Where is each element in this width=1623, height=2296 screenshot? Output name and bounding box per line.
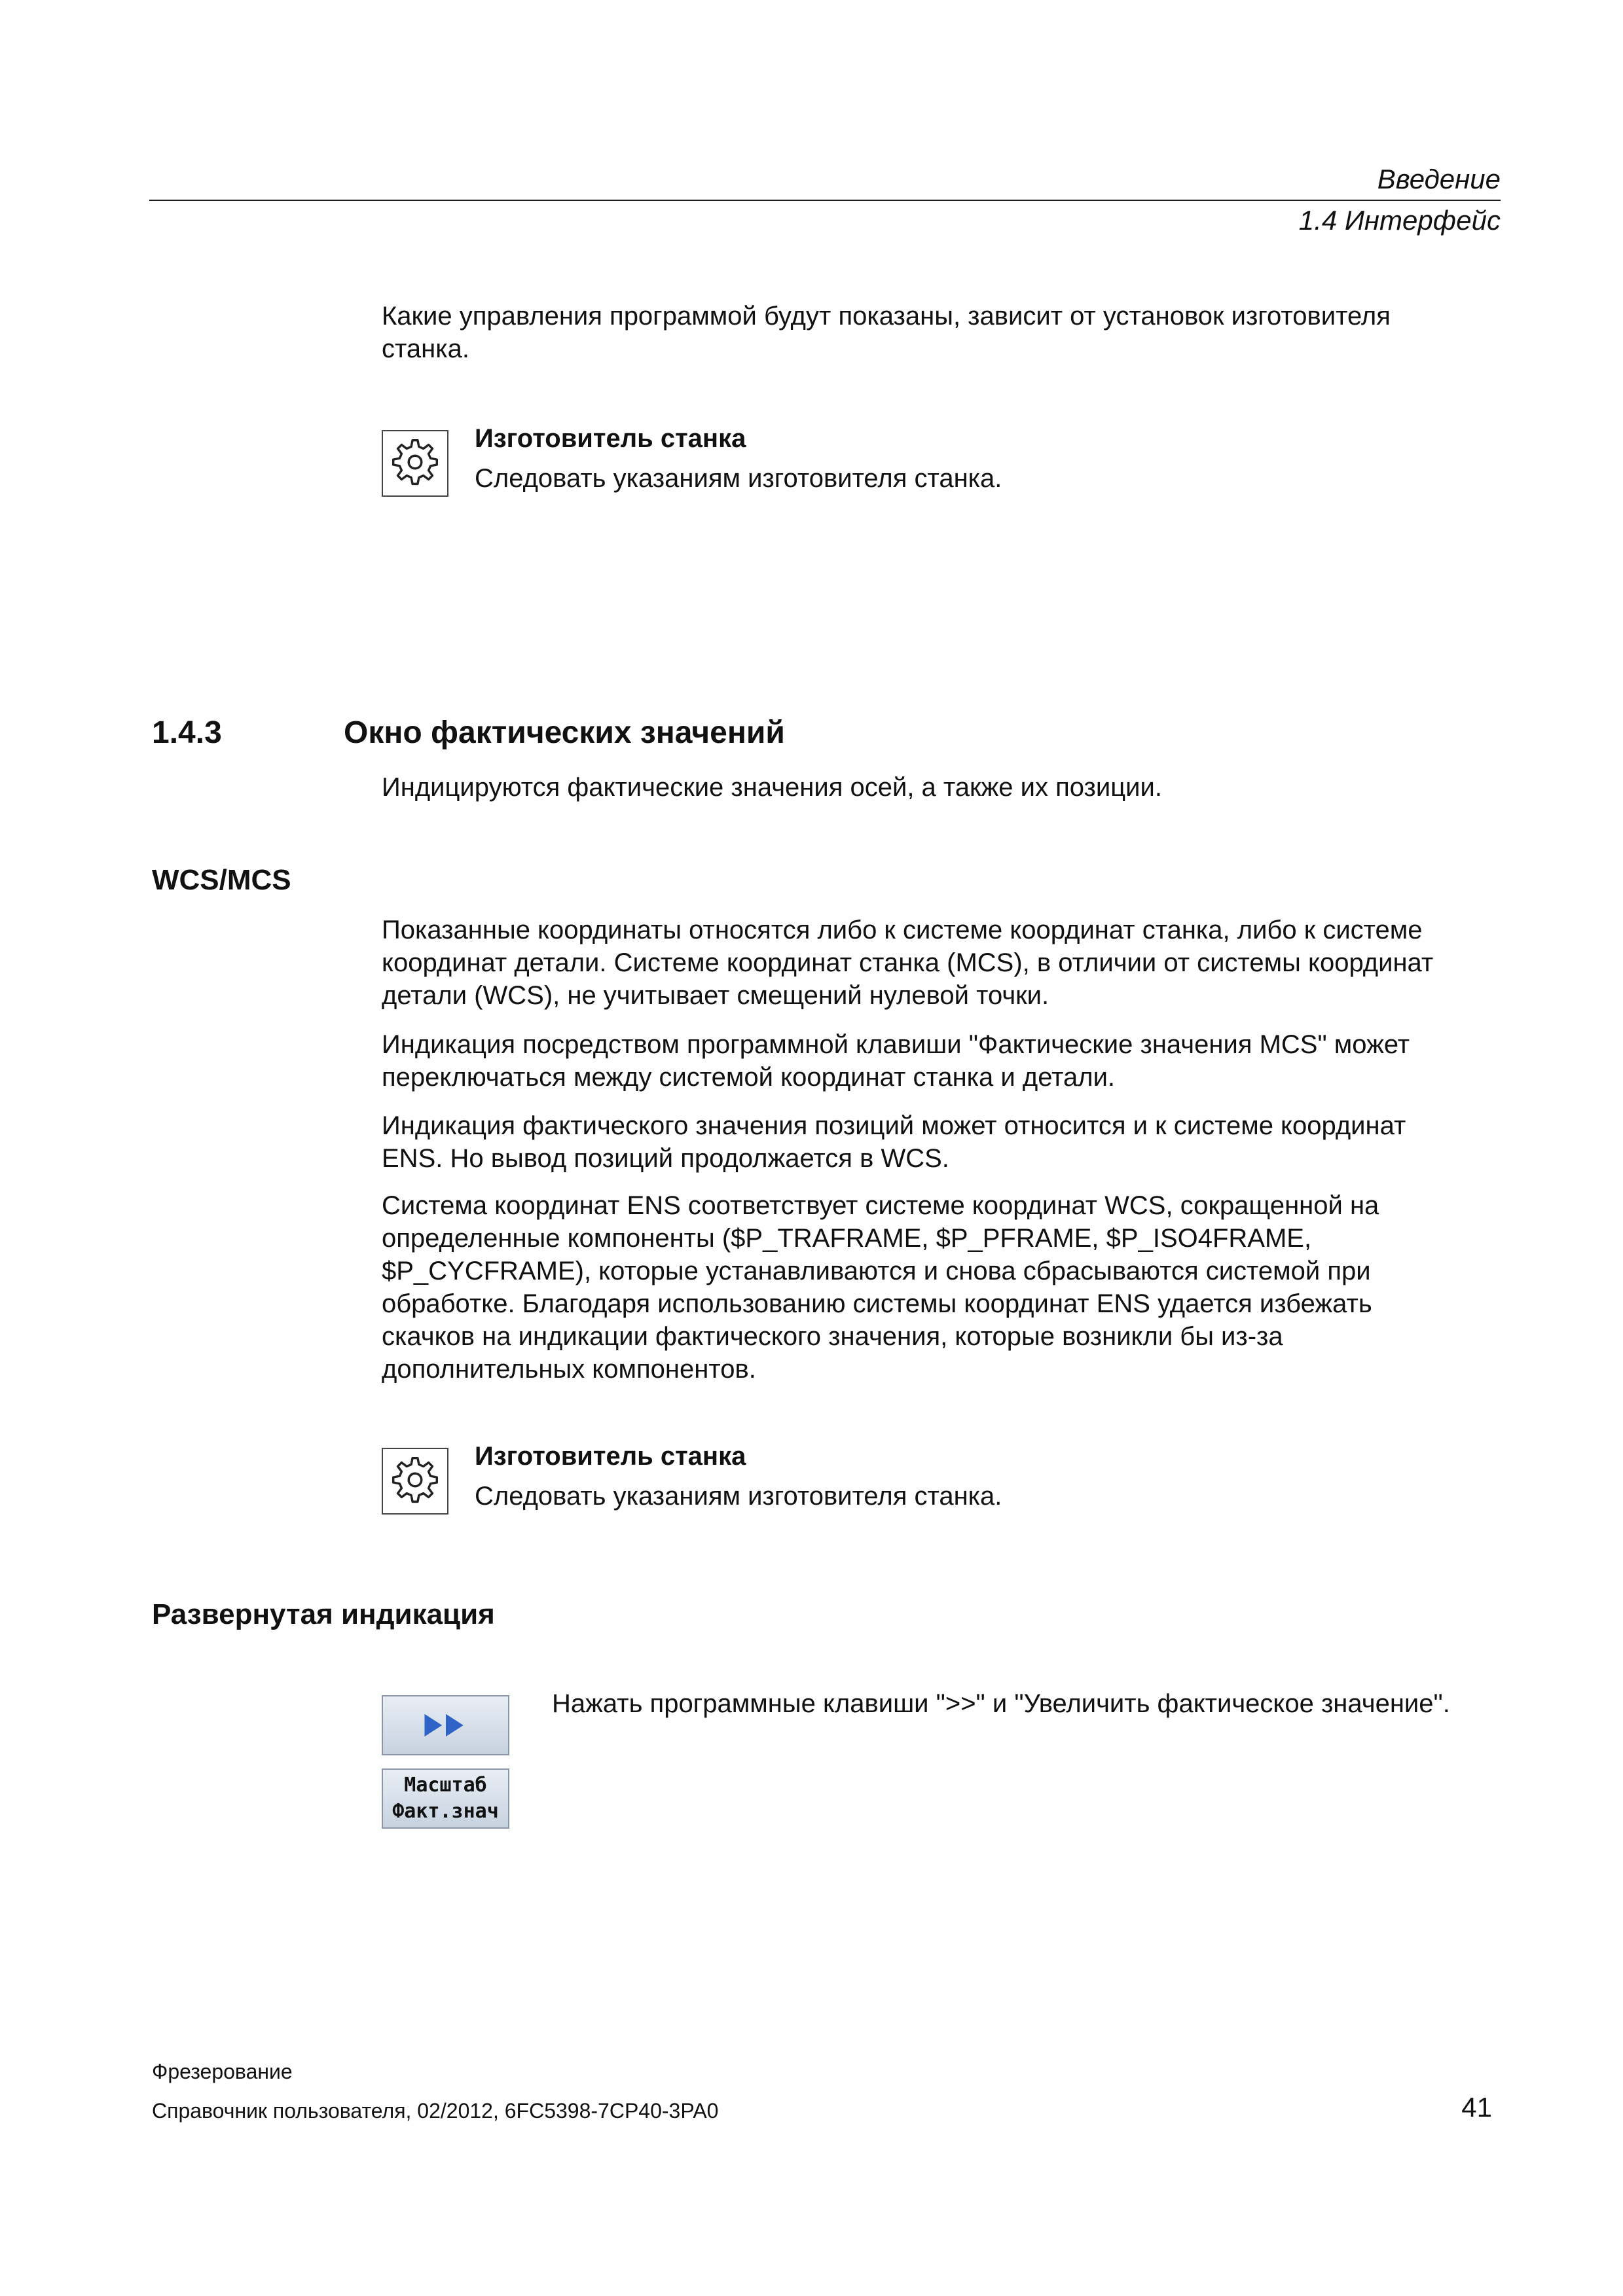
gear-icon: [382, 1448, 448, 1515]
text-line: Индикация фактического значения позиций может относится и к системе координат: [382, 1111, 1406, 1140]
text-line: переключаться между системой координат станка и детали.: [382, 1063, 1116, 1092]
text-line: обработке. Благодаря использованию системы координат ENS удается избежать: [382, 1289, 1372, 1318]
paragraph: [382, 914, 1433, 1012]
softkey-more-button[interactable]: [382, 1695, 509, 1755]
softkey-label-line: Факт.знач: [392, 1800, 499, 1823]
section-title: Окно фактических значений: [344, 715, 785, 750]
text-line: станка.: [382, 334, 469, 363]
softkey-scale-actual-value-button[interactable]: [382, 1768, 509, 1829]
text-line: Какие управления программой будут показаны, зависит от установок изготовителя: [382, 302, 1391, 331]
running-header-section: 1.4 Интерфейс: [1298, 205, 1501, 236]
page-number: 41: [1461, 2092, 1492, 2123]
gear-icon: [382, 430, 448, 497]
intro-paragraph: [382, 300, 1391, 365]
paragraph: [382, 1109, 1406, 1175]
note-title: Изготовитель станка: [475, 1442, 746, 1471]
paragraph: [382, 1028, 1410, 1094]
header-rule: [149, 200, 1501, 201]
subheading-wcs-mcs: WCS/MCS: [152, 864, 291, 896]
note-title: Изготовитель станка: [475, 424, 746, 453]
section-intro: Индицируются фактические значения осей, а также их позиции.: [382, 773, 1162, 802]
text-line: дополнительных компонентов.: [382, 1355, 756, 1384]
text-line: ENS. Но вывод позиций продолжается в WCS.: [382, 1144, 949, 1173]
text-line: определенные компоненты ($P_TRAFRAME, $P_PFRAME, $P_ISO4FRAME,: [382, 1224, 1312, 1253]
subheading-expanded-display: Развернутая индикация: [152, 1598, 495, 1630]
running-header-chapter: Введение: [1377, 164, 1501, 194]
text-line: $P_CYCFRAME), которые устанавливаются и снова сбрасываются системой при: [382, 1257, 1371, 1285]
section-number: 1.4.3: [152, 715, 222, 750]
text-line: детали (WCS), не учитывает смещений нулевой точки.: [382, 981, 1049, 1010]
softkey-label: [383, 1770, 508, 1825]
note-text: Следовать указаниям изготовителя станка.: [475, 464, 1002, 493]
softkey-instruction: Нажать программные клавиши ">>" и "Увеличить фактическое значение".: [552, 1689, 1450, 1718]
paragraph: [382, 1189, 1379, 1386]
footer-product: Фрезерование: [152, 2060, 293, 2083]
text-line: Показанные координаты относятся либо к системе координат станка, либо к системе: [382, 916, 1423, 944]
text-line: Индикация посредством программной клавиши "Фактические значения MCS" может: [382, 1030, 1410, 1059]
text-line: Система координат ENS соответствует системе координат WCS, сокращенной на: [382, 1191, 1379, 1220]
double-chevron-right-icon: [383, 1696, 508, 1754]
note-text: Следовать указаниям изготовителя станка.: [475, 1482, 1002, 1511]
softkey-label-line: Масштаб: [404, 1774, 487, 1797]
text-line: координат детали. Системе координат станка (MCS), в отличии от системы координат: [382, 948, 1434, 977]
footer-document-info: Справочник пользователя, 02/2012, 6FC5398-7CP40-3PA0: [152, 2099, 719, 2123]
text-line: скачков на индикации фактического значения, которые возникли бы из-за: [382, 1322, 1283, 1351]
